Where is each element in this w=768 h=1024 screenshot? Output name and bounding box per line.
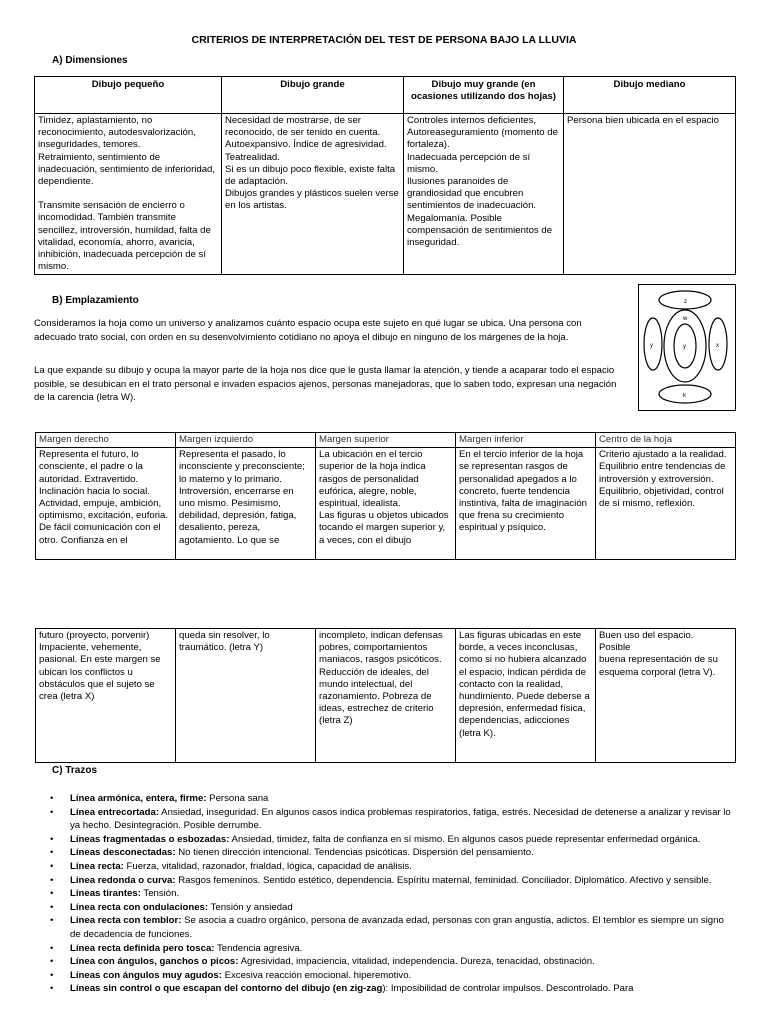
cell-margen-izquierdo xyxy=(176,448,316,560)
document-title: CRITERIOS DE INTERPRETACIÓN DEL TEST DE PERSONA BAJO LA LLUVIA xyxy=(191,34,577,46)
header-margen-izquierdo: Margen izquierdo xyxy=(176,433,316,448)
trazo-desc: ): Imposibilidad de controlar impulsos. Descontrolado. Para xyxy=(382,983,634,995)
list-item xyxy=(50,792,736,806)
label-y-left: y xyxy=(650,343,653,349)
list-item xyxy=(50,982,736,996)
bullet: • xyxy=(50,956,54,968)
page-zones-diagram xyxy=(638,284,736,411)
table-header-row xyxy=(36,433,736,448)
cell-line: Equilibrio entre tendencias de introversión y extroversión. xyxy=(599,461,726,485)
bullet: • xyxy=(50,969,54,981)
trazo-term: Línea armónica, entera, firme: xyxy=(70,793,207,804)
cell-line: Ilusiones paranoides de grandiosidad que encubren sentimientos de inadecuación. xyxy=(407,176,537,212)
list-item xyxy=(50,901,736,915)
trazo-desc: No tienen dirección intencional. Tendencias psicóticas. Dispersión del pensamiento. xyxy=(175,847,534,859)
trazo-term: Líneas con ángulos muy agudos: xyxy=(70,969,222,981)
header-margen-inferior: Margen inferior xyxy=(456,433,596,448)
page-outline xyxy=(639,285,736,411)
trazo-desc: Fuerza, vitalidad, razonador, frialdad, lógica, capacidad de análisis. xyxy=(123,860,412,872)
list-item xyxy=(50,806,736,833)
cell-margen-inferior xyxy=(456,448,596,560)
list-item xyxy=(50,887,736,901)
cell-line: De fácil comunicación con el otro. Confianza en el xyxy=(39,522,161,546)
list-item xyxy=(50,914,736,941)
label-w: w xyxy=(683,316,688,322)
cell-line: que frena su crecimiento espiritual y psíquico. xyxy=(459,510,565,534)
trazo-desc: Agresividad, impaciencia, vitalidad, independencia. Dureza, tenacidad, obstinación. xyxy=(238,956,595,968)
cell-line: Impaciente, vehemente, pasional. En este margen se ubican los conflictos u obstáculos que el sujeto se crea (letra X) xyxy=(39,642,161,703)
bullet: • xyxy=(50,860,54,872)
list-item xyxy=(50,860,736,874)
trazos-list xyxy=(50,792,736,996)
emplazamiento-paragraph-2: La que expande su dibujo y ocupa la mayor parte de la hoja nos dice que le gusta llamar la atención, y tiende a acaparar todo el espacio posible, se desubican en el trato personal e invaden espacios ajenos, personas manejadoras, que lo saben todo, expresan una negación de la carencia (letra W). xyxy=(34,365,617,403)
dimensiones-table xyxy=(34,76,736,275)
bullet: • xyxy=(50,915,54,927)
label-z: z xyxy=(684,299,687,305)
cell-line: Equilibrio, objetividad, control de sí mismo, reflexión. xyxy=(599,485,724,510)
section-a-heading: A) Dimensiones xyxy=(52,55,128,66)
cell-margen-inferior-cont xyxy=(456,629,596,763)
cell-line: En el tercio inferior de la hoja se representan rasgos de personalidad apegados a lo concreto, fuerte tendencia instintiva, falta de imaginación xyxy=(459,449,587,510)
trazo-desc: Excesiva reacción emocional. hiperemotivo. xyxy=(221,969,412,981)
cell-line: Buen uso del espacio. xyxy=(599,630,694,641)
section-b-heading: B) Emplazamiento xyxy=(52,295,139,306)
trazo-desc: Rasgos femeninos. Sentido estético, dependencia. Espíritu maternal, feminidad. Conciliador. Diplomático. Afectivo y sensible. xyxy=(175,874,712,886)
margenes-table-part-1 xyxy=(35,432,736,560)
cell-margen-izquierdo-cont xyxy=(176,629,316,763)
cell-margen-derecho xyxy=(36,448,176,560)
trazo-desc: Tendencia agresiva. xyxy=(214,942,303,954)
cell-margen-derecho-cont xyxy=(36,629,176,763)
trazo-desc: Tensión y ansiedad xyxy=(208,901,293,913)
trazo-term: Líneas fragmentadas o esbozadas: xyxy=(70,833,230,845)
trazo-term: Líneas desconectadas: xyxy=(70,847,176,859)
bullet: • xyxy=(50,793,54,804)
cell-dibujo-muy-grande xyxy=(404,114,564,275)
cell-dibujo-mediano xyxy=(564,114,736,275)
list-item xyxy=(50,969,736,983)
cell-line: Posible xyxy=(599,642,631,654)
cell-line: Megalomanía. Posible compensación de sentimientos de inseguridad. xyxy=(407,212,553,249)
emplazamiento-paragraph-1: Consideramos la hoja como un universo y analizamos cuánto espacio ocupa este sujeto en qué lugar se ubica. Una persona con adecuado trato social, con orden en su desenvolvimiento cotidiano no apoya el dibujo en ninguno de los márgenes de la hoja. xyxy=(34,318,582,343)
cell-line: Transmite sensación de encierro o incomodidad. También transmite sencillez, introversión, humildad, falta de vitalidad, economía, ahorro, avaricia, inhibición, inadecuada percepción de sí mismo. xyxy=(38,200,211,273)
cell-line: queda sin resolver, lo traumático. (letra Y) xyxy=(179,630,270,654)
trazo-desc: Ansiedad, timidez, falta de confianza en sí mismo. En algunos casos puede representar enfermedad orgánica. xyxy=(229,833,701,845)
cell-margen-superior xyxy=(316,448,456,560)
table-row xyxy=(35,114,736,275)
cell-line: Persona bien ubicada en el espacio xyxy=(567,115,720,126)
cell-line: Controles internos deficientes, Autoreaseguramiento (momento de fortaleza). xyxy=(407,115,558,151)
label-y-center: y xyxy=(683,344,686,350)
header-margen-derecho: Margen derecho xyxy=(36,433,176,448)
list-item xyxy=(50,874,736,888)
trazo-term: Línea recta con ondulaciones: xyxy=(70,901,209,913)
cell-line: Teatrealidad. xyxy=(225,151,280,163)
header-dibujo-grande: Dibujo grande xyxy=(222,77,404,114)
list-item xyxy=(50,833,736,847)
cell-line: incompleto, indican defensas pobres, comportamientos maniacos, rasgos psicóticos. Reducción de ideales, del mundo intelectual, del razonamiento. Pobreza de ideas, estrechez de criterio (letra Z) xyxy=(319,630,443,727)
cell-line: Timidez, aplastamiento, no reconocimiento, autodesvalorización, inseguridades, temores. xyxy=(38,115,196,151)
label-x: x xyxy=(716,343,719,349)
cell-line: Si es un dibujo poco flexible, existe falta de adaptación. xyxy=(225,163,396,188)
trazo-desc: Tensión. xyxy=(140,888,180,900)
trazo-term: Línea redonda o curva: xyxy=(70,874,176,886)
cell-gap xyxy=(38,188,218,200)
cell-centro-hoja-cont xyxy=(596,629,736,763)
trazo-term: Línea entrecortada: xyxy=(70,806,160,818)
bullet: • xyxy=(50,847,54,859)
header-dibujo-pequeno: Dibujo pequeño xyxy=(35,77,222,114)
bullet: • xyxy=(50,901,54,913)
cell-line: futuro (proyecto, porvenir) xyxy=(39,630,150,641)
cell-line: buena representación de su esquema corporal (letra V). xyxy=(599,654,718,678)
trazo-desc: Se asocia a cuadro orgánico, persona de avanzada edad, personas con gran angustia, adictos. El temblor es siempre un signo de decadencia de funciones. xyxy=(70,915,724,940)
header-margen-superior: Margen superior xyxy=(316,433,456,448)
cell-line: Inadecuada percepción de sí mismo. xyxy=(407,151,531,175)
table-header-row xyxy=(35,77,736,114)
trazo-term: Líneas sin control o que escapan del contorno del dibujo (en zig-zag xyxy=(70,983,383,995)
section-c-heading: C) Trazos xyxy=(52,765,98,776)
cell-line: Criterio ajustado a la realidad. xyxy=(599,449,727,461)
label-k: k xyxy=(683,393,686,399)
trazo-desc: Ansiedad, inseguridad. En algunos casos indica problemas respiratorios, fatiga, estrés. Necesidad de detenerse a analizar y revisar lo ya hecho. Desintegración. Posible derrumbe. xyxy=(70,806,731,832)
cell-line: Autoexpansivo. Índice de agresividad. xyxy=(225,139,387,151)
cell-line: Las figuras ubicadas en este borde, a veces inconclusas, como si no hubiera alcanzado el espacio, indican pérdida de contacto con la realidad, hundimiento. Puede deberse a depresión, enfermedad física, dependencias, adicciones (letra K). xyxy=(459,630,590,739)
cell-centro-hoja xyxy=(596,448,736,560)
trazo-term: Líneas tirantes: xyxy=(70,888,141,900)
trazo-desc: Persona sana xyxy=(206,793,269,804)
list-item xyxy=(50,955,736,969)
cell-dibujo-grande xyxy=(222,114,404,275)
cell-dibujo-pequeno xyxy=(35,114,222,275)
bullet: • xyxy=(50,983,54,995)
cell-line: Retraimiento, sentimiento de inadecuación, sentimiento de inferioridad, dependiente. xyxy=(38,151,216,188)
bullet: • xyxy=(50,833,54,845)
bullet: • xyxy=(50,942,54,954)
trazo-term: Línea con ángulos, ganchos o picos: xyxy=(70,956,239,968)
bullet: • xyxy=(50,888,54,900)
header-centro-hoja: Centro de la hoja xyxy=(596,433,736,448)
list-item xyxy=(50,846,736,860)
bullet: • xyxy=(50,874,54,886)
margenes-table-part-2 xyxy=(35,628,736,763)
header-dibujo-muy-grande: Dibujo muy grande (en ocasiones utilizando dos hojas) xyxy=(404,77,564,114)
list-item xyxy=(50,942,736,956)
cell-line: Las figuras u objetos ubicados tocando el margen superior y, a veces, con el dibujo xyxy=(319,510,449,546)
cell-line: Dibujos grandes y plásticos suelen verse en los artistas. xyxy=(225,188,399,212)
trazo-term: Línea recta definida pero tosca: xyxy=(70,942,215,954)
bullet: • xyxy=(50,806,54,818)
cell-line: Representa el pasado, lo inconsciente y preconsciente; lo materno y lo primario. Introversión, encerrarse en uno mismo. Pesimismo, debilidad, depresión, fatiga, desaliento, pereza, agotamiento. Lo que se xyxy=(179,449,305,546)
cell-line: La ubicación en el tercio superior de la hoja indica rasgos de personalidad eufórica, alegre, noble, espiritual, idealista. xyxy=(319,449,426,510)
cell-line: Necesidad de mostrarse, de ser reconocido, de ser tenido en cuenta. xyxy=(225,115,381,139)
cell-line: Representa el futuro, lo consciente, el padre o la autoridad. Extravertido. Inclinación hacia lo social. Actividad, empuje, ambición, optimismo, excitación, euforia. xyxy=(39,449,169,522)
cell-margen-superior-cont xyxy=(316,629,456,763)
trazo-term: Línea recta con temblor: xyxy=(70,915,182,927)
trazo-term: Línea recta: xyxy=(70,860,124,872)
table-row xyxy=(36,448,736,560)
table-row xyxy=(36,629,736,763)
header-dibujo-mediano: Dibujo mediano xyxy=(564,77,736,114)
